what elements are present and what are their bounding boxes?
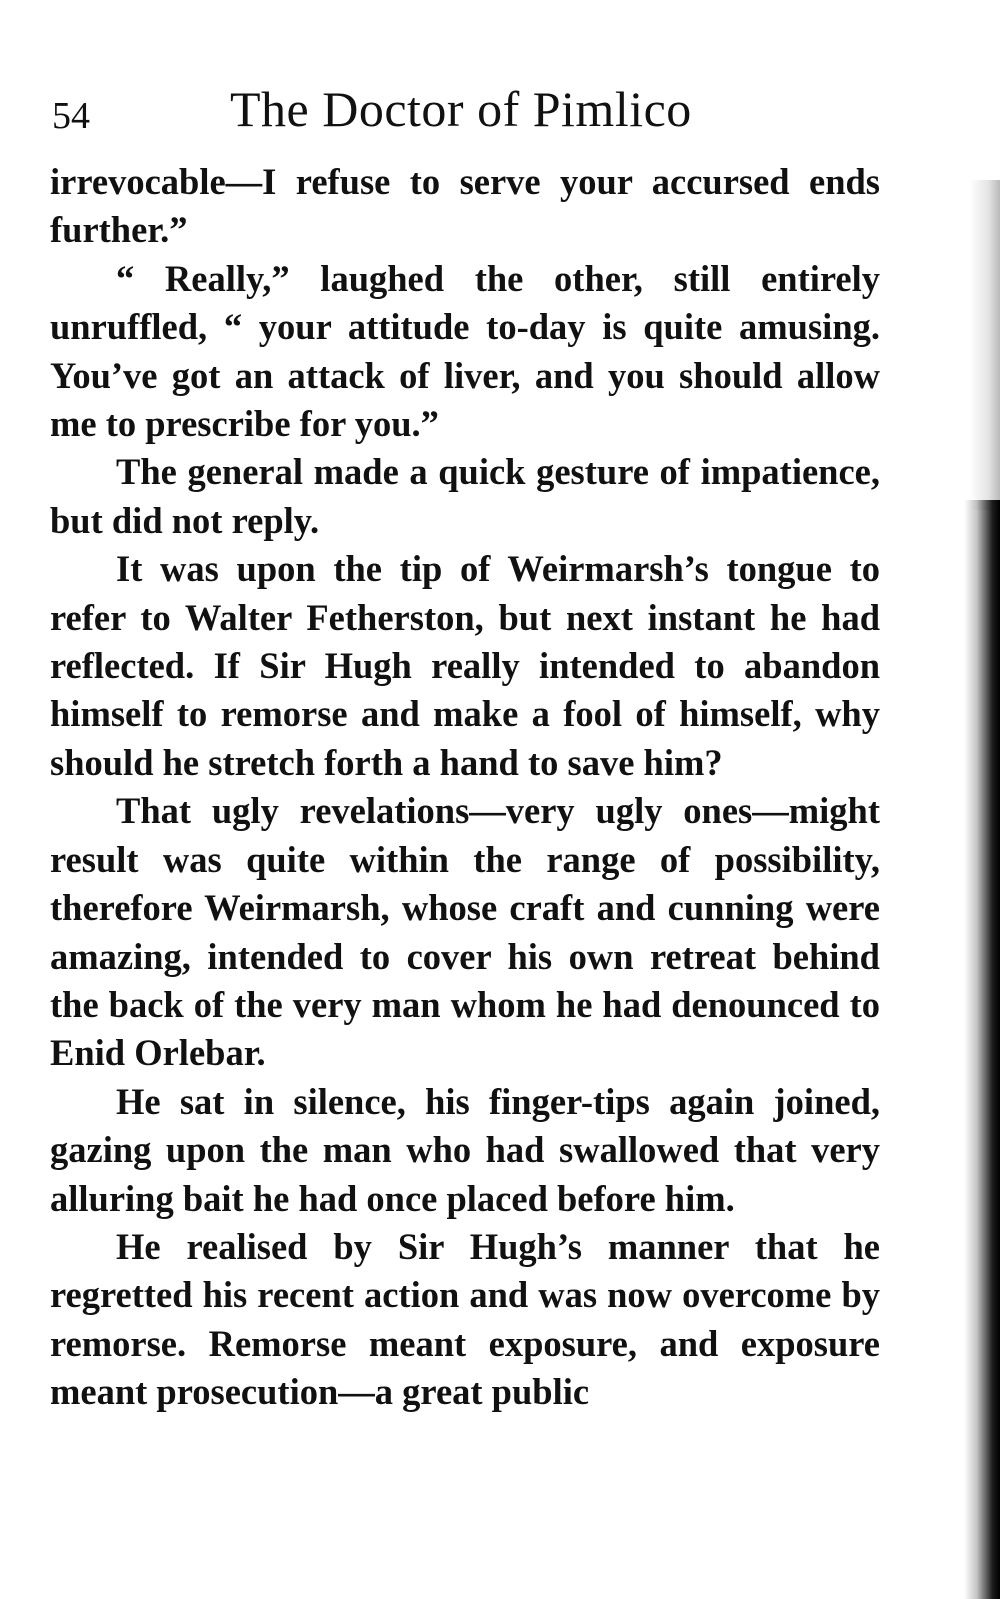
paragraph: “ Really,” laughed the other, still entirely unruffled, “ your attitude to-day is quite amusing. You’ve got an attack of liver, and you should allow me to prescribe for you.” xyxy=(50,257,880,445)
page-edge-shadow-upper xyxy=(970,180,1000,510)
paragraph: irrevocable—I refuse to serve your accursed ends further.” xyxy=(50,161,880,251)
body-text xyxy=(50,158,880,1417)
paragraph: That ugly revelations—very ugly ones—might result was quite within the range of possibility, therefore Weirmarsh, whose craft and cunning were amazing, intended to cover his own retreat behind the back of the very man whom he had denounced to Enid Orlebar. xyxy=(50,790,880,1074)
page-header xyxy=(52,80,882,140)
paragraph: It was upon the tip of Weirmarsh’s tongue to refer to Walter Fetherston, but next instant he had reflected. If Sir Hugh really intended to abandon himself to remorse and make a fool of himself, why should he stretch forth a hand to save him? xyxy=(50,548,880,783)
paragraph: The general made a quick gesture of impatience, but did not reply. xyxy=(50,451,880,541)
page-number: 54 xyxy=(52,95,90,137)
page-edge-shadow xyxy=(964,500,1000,1599)
paragraph: He sat in silence, his finger-tips again joined, gazing upon the man who had swallowed that very alluring bait he had once placed before him. xyxy=(50,1080,880,1219)
running-title: The Doctor of Pimlico xyxy=(230,81,692,137)
paragraph: He realised by Sir Hugh’s manner that he regretted his recent action and was now overcome by remorse. Remorse meant exposure, and exposure meant prosecution—a great public xyxy=(50,1225,880,1413)
